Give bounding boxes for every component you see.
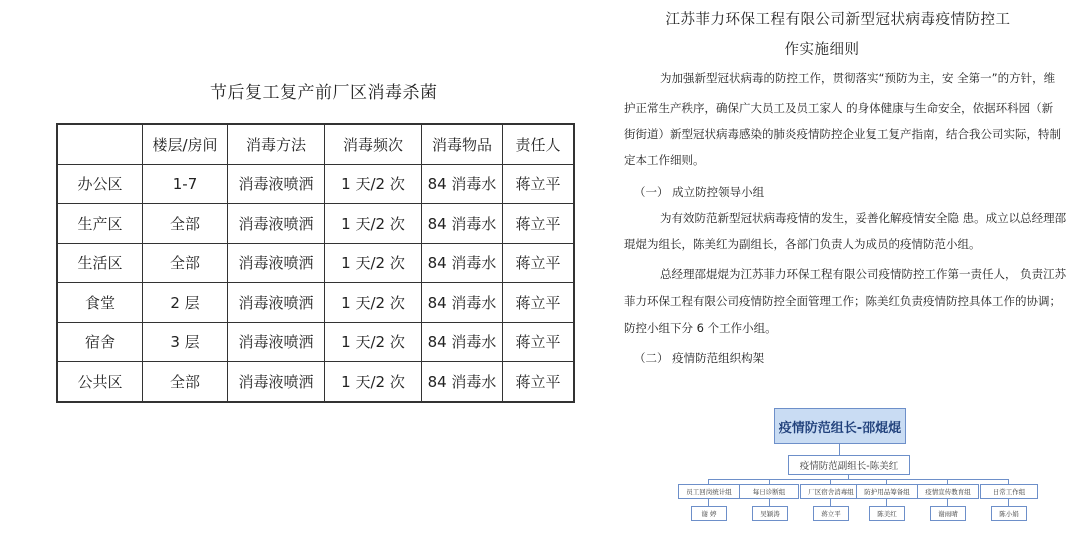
table-cell: 1-7 (143, 164, 228, 204)
connector-line (708, 499, 709, 506)
table-cell: 生活区 (57, 243, 143, 283)
connector-line (1008, 499, 1009, 506)
paragraph-line: 为有效防范新型冠状病毒疫情的发生，妥善化解疫情安全隐 患。成立以总经理邵 (660, 211, 1067, 225)
connector-line (708, 479, 1008, 480)
header-cell: 消毒方法 (228, 124, 325, 164)
document-title-line2: 作实施细则 (784, 42, 860, 58)
org-group-box: 员工回岗统计组 (678, 484, 740, 499)
connector-line (947, 499, 948, 506)
table-cell: 1 天/2 次 (325, 362, 422, 402)
org-person-box: 蒋立平 (813, 506, 849, 521)
table-cell: 84 消毒水 (422, 164, 503, 204)
table-row (57, 204, 574, 244)
paragraph-line: 总经理邵焜焜为江苏菲力环保工程有限公司疫情防控工作第一责任人， 负责江苏 (660, 267, 1067, 281)
table-cell: 3 层 (143, 322, 228, 362)
paragraph-line: 街街道）新型冠状病毒感染的肺炎疫情防控企业复工复产指南，结合我公司实际，特制 (624, 127, 1061, 141)
paragraph-line: 防控小组下分 6 个工作小组。 (624, 321, 777, 335)
paragraph-line: 为加强新型冠状病毒的防控工作，贯彻落实“预防为主，安 全第一”的方针，维 (660, 71, 1056, 85)
table-cell: 消毒液喷洒 (228, 322, 325, 362)
connector-line (886, 499, 887, 506)
org-person-box: 谢雨晴 (930, 506, 966, 521)
table-title: 节后复工复产前厂区消毒杀菌 (210, 83, 438, 103)
table-cell: 84 消毒水 (422, 243, 503, 283)
org-person-box: 陈美红 (869, 506, 905, 521)
table-cell: 公共区 (57, 362, 143, 402)
connector-line (769, 499, 770, 506)
table-cell: 1 天/2 次 (325, 322, 422, 362)
table-cell: 84 消毒水 (422, 204, 503, 244)
header-cell: 责任人 (503, 124, 575, 164)
table-cell: 84 消毒水 (422, 322, 503, 362)
paragraph-line: 定本工作细则。 (624, 153, 705, 167)
table-row (57, 322, 574, 362)
paragraph-line: 菲力环保工程有限公司疫情防控全面管理工作；陈美红负责疫情防控具体工作的协调； (624, 294, 1061, 308)
header-cell (57, 124, 143, 164)
table-cell: 全部 (143, 362, 228, 402)
org-group-box: 防护用品筹备组 (856, 484, 918, 499)
table-cell: 蒋立平 (503, 164, 575, 204)
table-cell: 蒋立平 (503, 204, 575, 244)
header-cell: 楼层/房间 (143, 124, 228, 164)
table-cell: 蒋立平 (503, 283, 575, 323)
org-group-box: 每日诊断组 (739, 484, 799, 499)
org-group-box: 疫情宣传教育组 (917, 484, 979, 499)
regulation-document (620, 0, 1080, 540)
table-row (57, 362, 574, 402)
table-cell: 全部 (143, 243, 228, 283)
org-leader-box: 疫情防范组长-邵焜焜 (774, 408, 906, 444)
connector-line (839, 444, 840, 455)
table-cell: 宿舍 (57, 322, 143, 362)
table-cell: 1 天/2 次 (325, 204, 422, 244)
org-group-box: 日常工作组 (980, 484, 1038, 499)
document-title-line1: 江苏菲力环保工程有限公司新型冠状病毒疫情防控工 (665, 12, 1011, 28)
org-person-box: 谢 婷 (691, 506, 727, 521)
table-cell: 消毒液喷洒 (228, 164, 325, 204)
section-heading-2: （二） 疫情防范组织构架 (634, 351, 765, 365)
table-cell: 1 天/2 次 (325, 243, 422, 283)
table-cell: 84 消毒水 (422, 283, 503, 323)
header-cell: 消毒物品 (422, 124, 503, 164)
table-cell: 蒋立平 (503, 243, 575, 283)
table-cell: 办公区 (57, 164, 143, 204)
org-person-box: 吴颖涛 (752, 506, 788, 521)
section-heading-1: （一） 成立防控领导小组 (634, 185, 765, 199)
table-cell: 消毒液喷洒 (228, 243, 325, 283)
paragraph-line: 琨焜为组长，陈美红为副组长，各部门负责人为成员的疫情防范小组。 (624, 237, 981, 251)
table-cell: 蒋立平 (503, 322, 575, 362)
table-header-row (57, 124, 574, 164)
header-cell: 消毒频次 (325, 124, 422, 164)
table-cell: 2 层 (143, 283, 228, 323)
org-person-box: 陈小娟 (991, 506, 1027, 521)
table-row (57, 283, 574, 323)
table-cell: 全部 (143, 204, 228, 244)
table-cell: 1 天/2 次 (325, 164, 422, 204)
table-cell: 消毒液喷洒 (228, 362, 325, 402)
connector-line (830, 499, 831, 506)
org-group-box: 厂区宿舍消毒组 (800, 484, 862, 499)
table-cell: 生产区 (57, 204, 143, 244)
disinfection-table (56, 123, 575, 403)
org-deputy-box: 疫情防范副组长-陈美红 (788, 455, 910, 475)
table-cell: 消毒液喷洒 (228, 283, 325, 323)
table-row (57, 243, 574, 283)
table-cell: 84 消毒水 (422, 362, 503, 402)
paragraph-line: 护正常生产秩序，确保广大员工及员工家人 的身体健康与生命安全，依据环科园（新 (624, 101, 1054, 115)
table-cell: 蒋立平 (503, 362, 575, 402)
table-cell: 消毒液喷洒 (228, 204, 325, 244)
table-cell: 1 天/2 次 (325, 283, 422, 323)
table-cell: 食堂 (57, 283, 143, 323)
org-chart (620, 0, 1080, 540)
table-row (57, 164, 574, 204)
